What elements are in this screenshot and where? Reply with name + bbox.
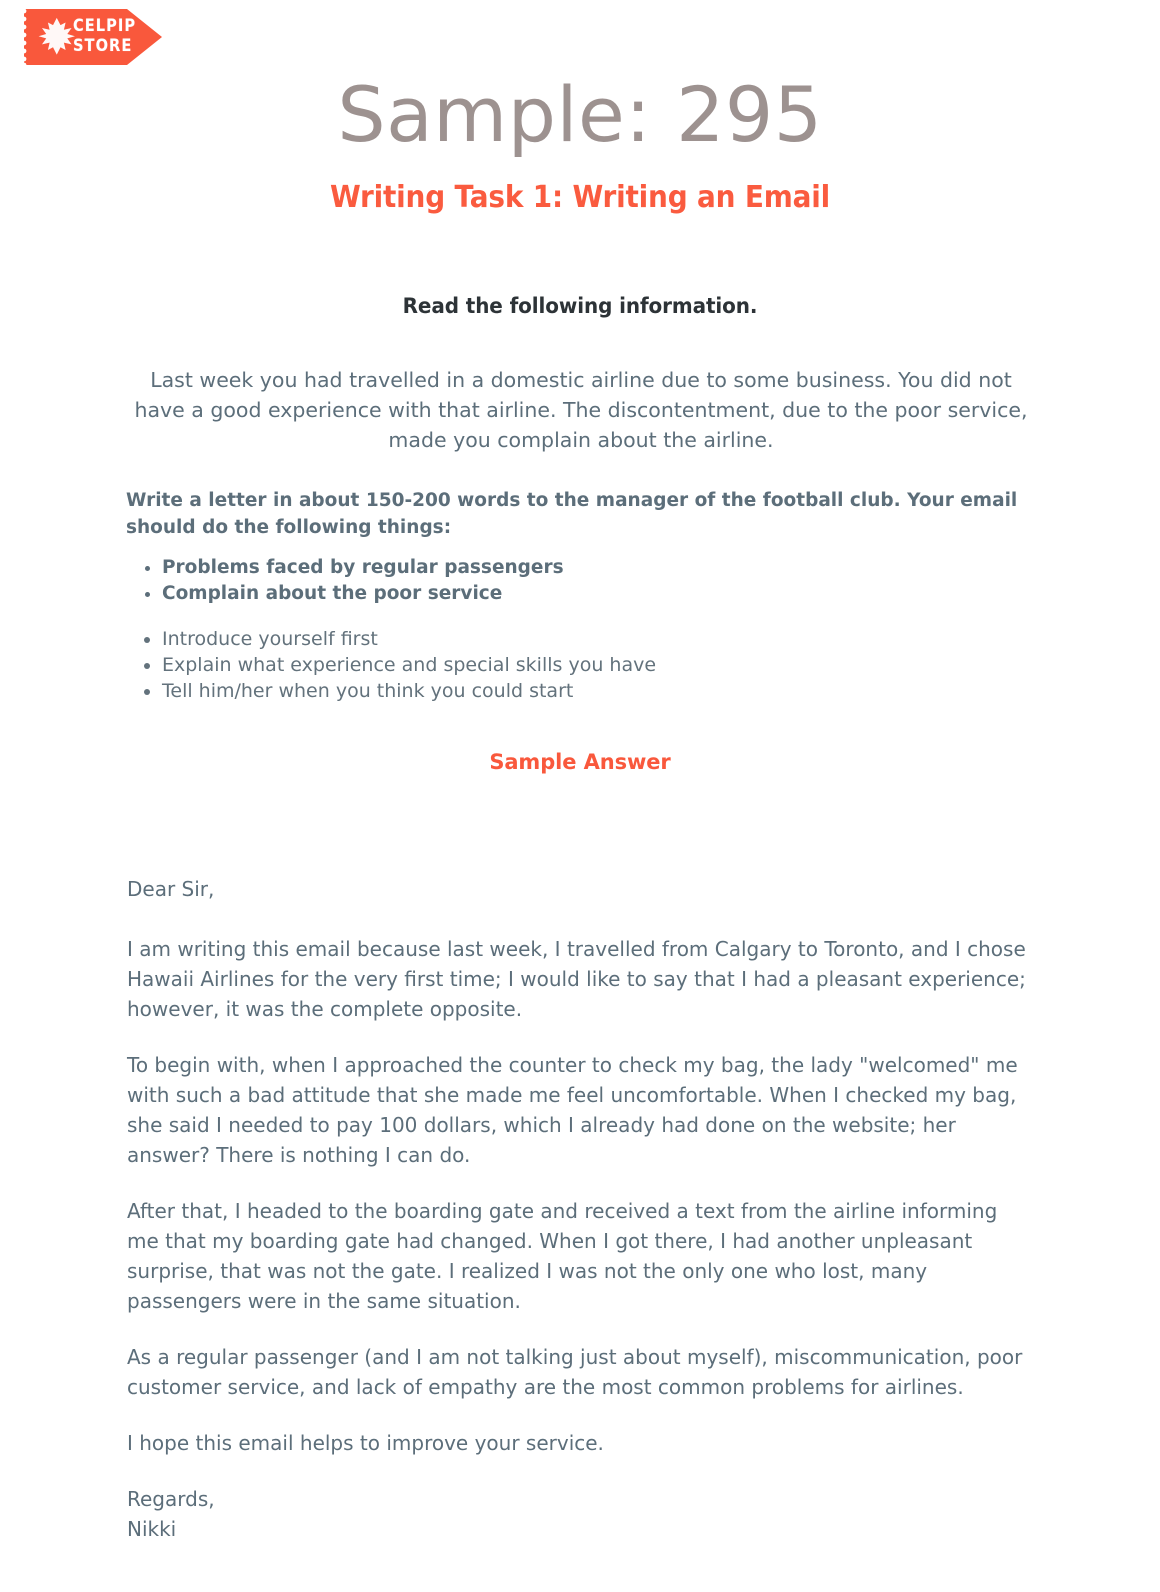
answer-salutation: Dear Sir,	[127, 877, 215, 901]
site-logo[interactable]	[17, 9, 165, 65]
list-item: • Complain about the poor service	[162, 581, 1036, 607]
logo-line-store: STORE	[73, 36, 133, 56]
sample-answer-heading: Sample Answer	[489, 750, 671, 774]
page-title: Sample: 295	[337, 70, 823, 159]
answer-paragraph: To begin with, when I approached the counter to check my bag, the lady "welcomed" me with such a bad attitude that she made me feel uncomfortable. When I checked my bag, she said I needed to pay 100 dollars, which I already had done on the website; her answer? There is nothing I can do.	[127, 1053, 1018, 1167]
scenario-paragraph: Last week you had travelled in a domestic airline due to some business. You did not have a good experience with that airline. The discontentment, due to the poor service, made you complain about the airline.	[134, 368, 1028, 452]
answer-paragraph: I am writing this email because last week, I travelled from Calgary to Toronto, and I chose Hawaii Airlines for the very first time; I would like to say that I had a pleasant experience; however, it was the complete opposite.	[127, 937, 1026, 1021]
prompt-section	[124, 320, 1036, 704]
instruction-paragraph: Write a letter in about 150-200 words to the manager of the football club. Your email should do the following things:	[126, 490, 1018, 538]
read-information-heading: Read the following information.	[402, 294, 758, 318]
answer-signoff	[127, 1484, 1035, 1544]
task-title: Writing Task 1: Writing an Email	[329, 180, 831, 215]
list-item: • Tell him/her when you think you could start	[162, 678, 1036, 704]
secondary-requirements-list	[126, 607, 1036, 704]
list-item: • Problems faced by regular passengers	[162, 555, 1036, 581]
signoff-regards: Regards,	[127, 1487, 215, 1511]
answer-paragraph: As a regular passenger (and I am not talking just about myself), miscommunication, poor customer service, and lack of empathy are the most common problems for airlines.	[127, 1345, 1023, 1399]
answer-paragraph: After that, I headed to the boarding gate and received a text from the airline informing me that my boarding gate had changed. When I got there, I had another unpleasant surprise, that was not the gate. I realized I was not the only one who lost, many passengers were in the same situation.	[127, 1199, 998, 1313]
signoff-name: Nikki	[127, 1517, 177, 1541]
list-item: • Introduce yourself first	[162, 626, 1036, 652]
logo-wordmark	[73, 16, 136, 56]
answer-paragraph: I hope this email helps to improve your service.	[127, 1431, 604, 1455]
primary-requirements-list	[126, 541, 1036, 607]
sample-answer-body	[125, 776, 1035, 1544]
list-item: • Explain what experience and special skills you have	[162, 652, 1036, 678]
logo-line-celpip: CELPIP	[73, 16, 137, 36]
